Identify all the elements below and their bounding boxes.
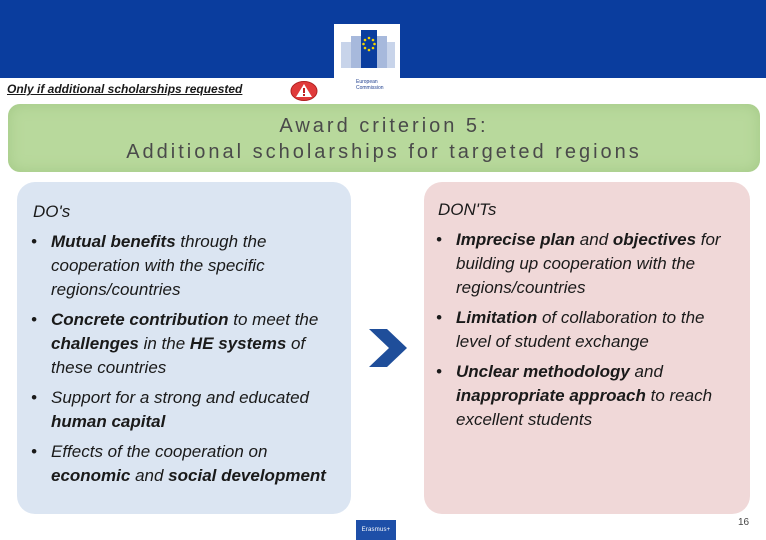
logo-text-line-2: Commission (356, 85, 384, 91)
commission-building-icon (341, 28, 395, 68)
text: through the cooperation with the specific regions/countries (51, 232, 267, 299)
bullet-icon: • (31, 388, 37, 407)
text: in the (138, 334, 190, 353)
chevron-right-icon (367, 327, 409, 369)
logo-text-line-1: European (356, 79, 378, 85)
european-commission-logo (334, 24, 400, 100)
list-item (29, 308, 345, 380)
logo-text (356, 79, 384, 91)
bullet-icon: • (31, 310, 37, 329)
text: Effects of the cooperation on (51, 442, 268, 461)
warning-icon (290, 81, 318, 101)
bold-text: inappropriate approach (456, 386, 646, 405)
bold-text: Mutual benefits (51, 232, 176, 251)
bullet-icon: • (31, 232, 37, 251)
bullet-icon: • (31, 442, 37, 461)
text: to reach excellent students (456, 386, 713, 429)
bold-text: challenges (51, 334, 139, 353)
page-number: 16 (738, 517, 750, 528)
list-item (434, 306, 740, 354)
bold-text: human capital (51, 412, 166, 431)
list-item (434, 360, 740, 432)
text: and (575, 230, 613, 249)
bold-text: economic (51, 466, 131, 485)
bold-text: HE systems (189, 334, 287, 353)
bullet-icon: • (436, 230, 442, 249)
text: of these countries (51, 334, 306, 377)
text: of collaboration to the level of student exchange (456, 308, 705, 351)
bold-text: objectives (612, 230, 697, 249)
list-item (29, 440, 345, 488)
bold-text: Imprecise plan (456, 230, 576, 249)
bullet-icon: • (436, 308, 442, 327)
erasmus-plus-logo: Erasmus+ (356, 520, 396, 540)
donts-heading: DON'Ts (438, 200, 497, 219)
title-band (8, 104, 760, 172)
bullet-icon: • (436, 362, 442, 381)
dos-heading: DO's (33, 202, 71, 221)
text: Support for a strong and educated (51, 388, 310, 407)
list-item (29, 230, 345, 302)
donts-panel (424, 182, 750, 514)
conditional-note: Only if additional scholarships requested (7, 82, 243, 96)
title-line-2: Additional scholarships for targeted regions (126, 141, 642, 163)
bold-text: Unclear methodology (456, 362, 630, 381)
bold-text: social development (168, 466, 326, 485)
dos-panel (17, 182, 351, 514)
dos-list (29, 230, 345, 494)
bold-text: Limitation (456, 308, 538, 327)
title-line-1: Award criterion 5: (279, 115, 489, 137)
text: to meet the (228, 310, 319, 329)
bold-text: Concrete contribution (51, 310, 229, 329)
list-item (29, 386, 345, 434)
list-item (434, 228, 740, 300)
text: for building up cooperation with the regions/countries (456, 230, 721, 297)
text: and (130, 466, 169, 485)
text: and (629, 362, 663, 381)
donts-list (434, 228, 740, 438)
